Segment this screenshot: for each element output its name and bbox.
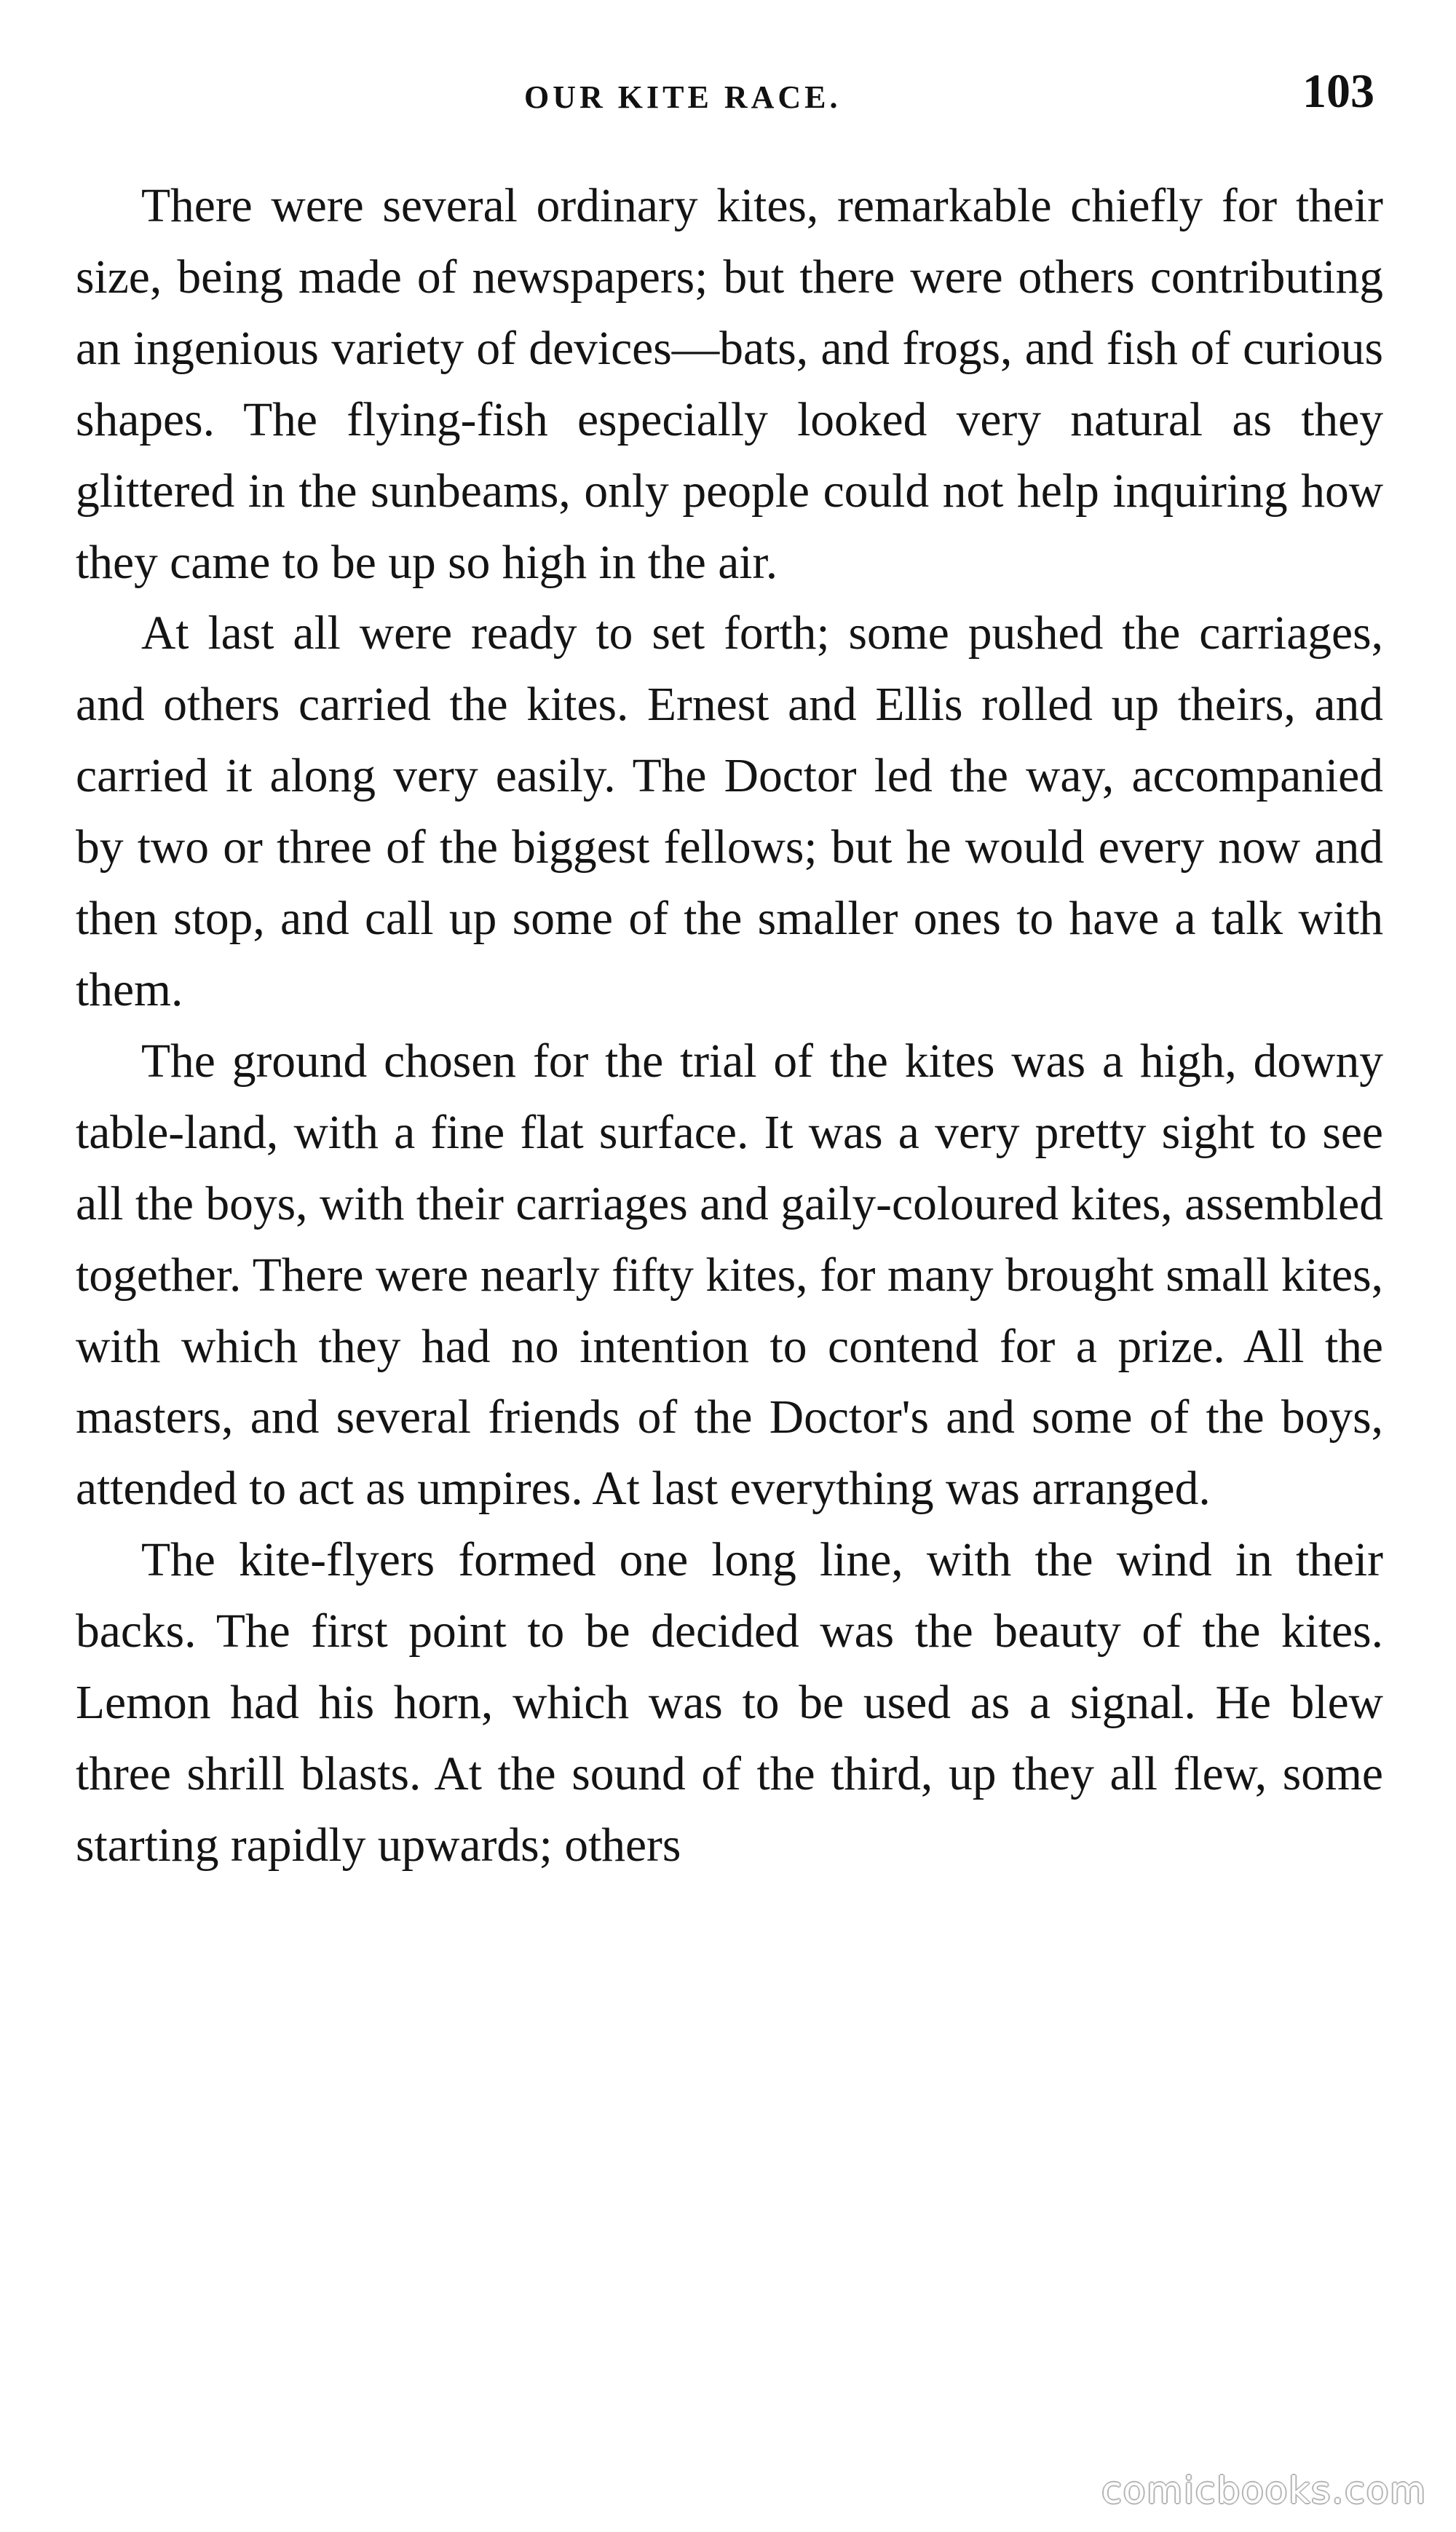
- paragraph: The ground chosen for the trial of the kites was a high, downy table-land, with a fine flat surface. It was a very pretty sight to see all the boys, with their carriages and gaily-coloured kites, assembled together. There were nearly fifty kites, for many brought small kites, with which they had no intention to contend for a prize. All the masters, and several friends of the Doctor's and some of the boys, attended to act as umpires. At last everything was arranged.: [76, 1034, 1383, 1516]
- running-head: [0, 64, 1456, 130]
- paragraph: The kite-flyers formed one long line, with the wind in their backs. The first point to be decided was the beauty of the kites. Lemon had his horn, which was to be used as a signal. He blew three shrill blasts. At the sound of the third, up they all flew, some starting rapidly upwards; others: [76, 1534, 1383, 1872]
- paragraph: There were several ordinary kites, remarkable chiefly for their size, being made of newspapers; but there were others contributing an ingenious variety of devices—bats, and frogs, and fish of curious shapes. The flying-fish especially looked very natural as they glittered in the sunbeams, only people could not help inquiring how they came to be up so high in the air.: [76, 180, 1383, 589]
- page-number: 103: [1302, 65, 1374, 118]
- chapter-title: OUR KITE RACE.: [524, 79, 842, 115]
- paragraph: At last all were ready to set forth; some pushed the carriages, and others carried the kites. Ernest and Ellis rolled up theirs, and carried it along very easily. The Doctor led the way, accompanied by two or three of the biggest fellows; but he would every now and then stop, and call up some of the smaller ones to have a talk with them.: [76, 607, 1383, 1016]
- body-text: [76, 171, 1383, 1882]
- watermark: comicbooks.com: [1101, 2469, 1427, 2512]
